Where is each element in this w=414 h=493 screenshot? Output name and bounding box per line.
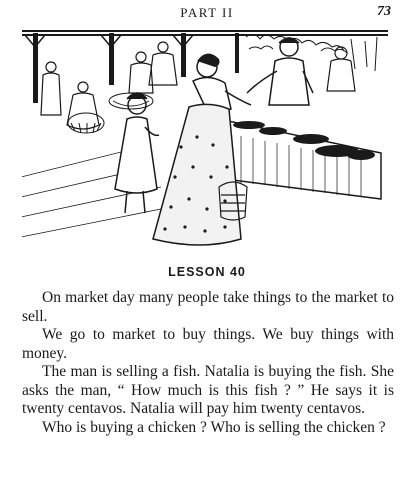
market-scene-illustration	[21, 27, 389, 251]
fish-pile	[233, 121, 375, 160]
background-vendor	[327, 47, 355, 91]
lesson-heading: LESSON 40	[168, 265, 246, 279]
woman-buyer	[153, 53, 251, 245]
roof-beams	[21, 31, 389, 35]
paragraph: Who is buying a chicken ? Who is selling the chicken ?	[42, 418, 386, 436]
market-scene-drawing	[21, 27, 389, 251]
girl-natalia	[115, 93, 159, 213]
paragraph: The man is selling a fish. Natalia is buying the fish. She asks the man, “ How much is this fish ? ” He says it is twenty centavos. Natalia will pay him twenty centavos.	[22, 363, 394, 417]
part-title: PART II	[180, 5, 234, 20]
background-foliage	[246, 34, 377, 71]
page-number: 73	[377, 4, 391, 19]
fish-vendor	[247, 38, 313, 105]
paragraph: On market day many people take things to the market to sell.	[22, 289, 394, 325]
paragraph: We go to market to buy things. We buy things with money.	[22, 326, 394, 362]
running-head	[0, 4, 414, 22]
lesson-body	[22, 289, 394, 437]
